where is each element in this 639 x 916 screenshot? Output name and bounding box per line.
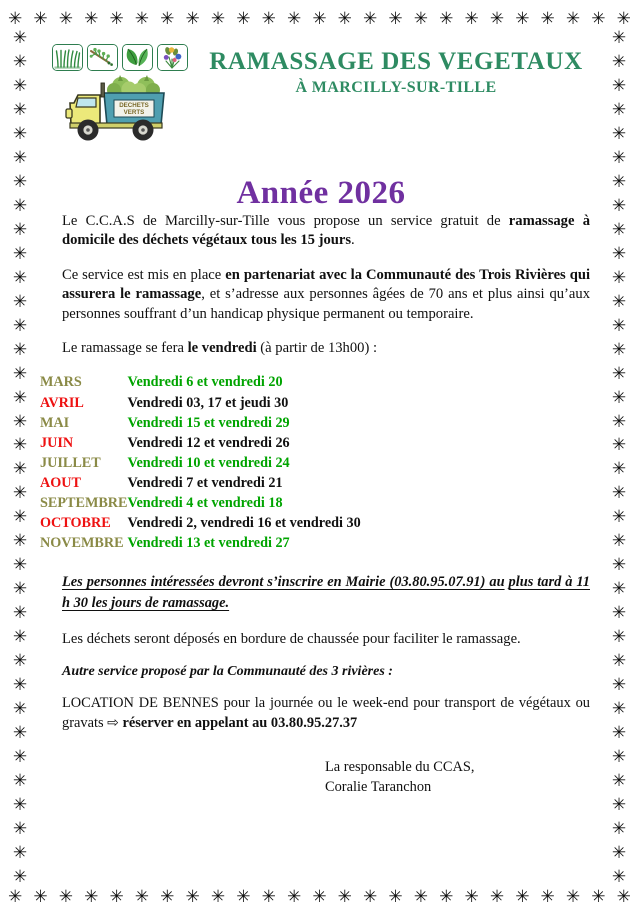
border-asterisk-icon: ✳ <box>591 886 606 907</box>
skip-rental-paragraph <box>40 694 602 733</box>
border-asterisk-icon: ✳ <box>12 411 28 432</box>
border-asterisk-icon: ✳ <box>611 699 627 720</box>
border-asterisk-icon: ✳ <box>616 886 631 907</box>
border-asterisk-icon: ✳ <box>611 483 627 504</box>
schedule-intro-plain-2: (à partir de 13h00) : <box>256 340 378 357</box>
border-asterisk-icon: ✳ <box>611 315 627 336</box>
schedule-month: OCTOBRE <box>40 515 111 532</box>
border-asterisk-icon: ✳ <box>12 51 28 72</box>
border-asterisk-icon: ✳ <box>611 363 627 384</box>
border-asterisk-icon: ✳ <box>12 842 28 863</box>
border-asterisk-icon: ✳ <box>611 866 627 887</box>
partnership-paragraph <box>40 266 602 324</box>
border-asterisk-icon: ✳ <box>12 267 28 288</box>
schedule-month: JUIN <box>40 434 74 451</box>
schedule-month: SEPTEMBRE <box>40 495 128 511</box>
border-asterisk-icon: ✳ <box>611 267 627 288</box>
schedule-dates: Vendredi 4 et vendredi 18 <box>127 495 283 511</box>
border-asterisk-icon: ✳ <box>12 195 28 216</box>
border-asterisk-icon: ✳ <box>363 886 378 907</box>
border-asterisk-icon: ✳ <box>236 8 251 29</box>
border-asterisk-icon: ✳ <box>611 387 627 408</box>
schedule-dates: Vendredi 7 et vendredi 21 <box>127 474 283 491</box>
border-asterisk-icon: ✳ <box>12 747 28 768</box>
kerbside-paragraph: Les déchets seront déposés en bordure de chaussée pour faciliter le ramassage. <box>62 631 521 648</box>
schedule-dates: Vendredi 13 et vendredi 27 <box>127 535 290 552</box>
table-row <box>40 494 361 514</box>
border-asterisk-icon: ✳ <box>12 435 28 456</box>
border-asterisk-icon: ✳ <box>611 507 627 528</box>
schedule-dates: Vendredi 03, 17 et jeudi 30 <box>127 394 289 411</box>
border-asterisk-icon: ✳ <box>261 886 276 907</box>
border-asterisk-icon: ✳ <box>33 886 48 907</box>
border-asterisk-icon: ✳ <box>185 8 200 29</box>
border-asterisk-icon: ✳ <box>312 886 327 907</box>
border-asterisk-icon: ✳ <box>489 8 505 29</box>
schedule-month: JUILLET <box>40 454 101 471</box>
border-asterisk-icon: ✳ <box>109 8 124 29</box>
border-asterisk-icon: ✳ <box>12 555 28 576</box>
border-asterisk-icon: ✳ <box>12 147 28 168</box>
intro-paragraph <box>40 212 602 251</box>
registration-notice-line-2: plus tard à 11 h 30 les jours de ramassage. <box>62 574 590 612</box>
green-waste-truck-illustration <box>60 73 192 150</box>
border-asterisk-icon: ✳ <box>109 886 124 907</box>
schedule-intro-paragraph <box>40 339 602 358</box>
table-row <box>40 414 361 434</box>
border-asterisk-icon: ✳ <box>160 886 175 907</box>
border-asterisk-icon: ✳ <box>611 28 627 48</box>
year-heading: Année 2026 <box>236 175 406 211</box>
border-asterisk-icon: ✳ <box>12 771 28 792</box>
border-asterisk-icon: ✳ <box>611 51 627 72</box>
border-asterisk-icon: ✳ <box>12 531 28 552</box>
table-row <box>40 434 361 454</box>
border-asterisk-icon: ✳ <box>611 818 627 839</box>
document-content <box>40 30 602 886</box>
border-asterisk-icon: ✳ <box>413 8 428 29</box>
border-asterisk-icon: ✳ <box>12 866 28 887</box>
border-asterisk-icon: ✳ <box>540 8 555 29</box>
border-asterisk-icon: ✳ <box>611 339 627 360</box>
intro-text-end: . <box>351 232 355 249</box>
border-asterisk-icon: ✳ <box>12 603 28 624</box>
registration-notice-line-1: Les personnes intéressées devront s’inscrire en Mairie (03.80.95.07.91) au <box>62 574 505 591</box>
border-asterisk-icon: ✳ <box>12 363 28 384</box>
border-asterisk-icon: ✳ <box>210 886 226 907</box>
table-row <box>40 534 361 554</box>
border-asterisk-icon: ✳ <box>611 842 627 863</box>
other-service-heading: Autre service proposé par la Communauté des 3 rivières : <box>62 664 393 680</box>
border-asterisk-icon: ✳ <box>489 886 505 907</box>
schedule-dates: Vendredi 12 et vendredi 26 <box>127 434 290 451</box>
border-asterisk-icon: ✳ <box>58 886 73 907</box>
border-asterisk-icon: ✳ <box>12 795 28 815</box>
border-asterisk-icon: ✳ <box>12 123 28 144</box>
skip-rental-plain: LOCATION DE BENNES pour la journée ou le week-end pour transport de végétaux ou gravats <box>62 695 590 731</box>
truck-sign-line1: DECHETS <box>119 102 149 109</box>
border-asterisk-icon: ✳ <box>12 219 28 240</box>
border-asterisk-icon: ✳ <box>286 886 302 907</box>
schedule-month: AOUT <box>40 474 81 491</box>
border-asterisk-icon: ✳ <box>58 8 73 29</box>
border-asterisk-icon: ✳ <box>611 99 627 120</box>
border-asterisk-icon: ✳ <box>611 411 627 432</box>
logo-block <box>52 44 192 150</box>
schedule-dates: Vendredi 6 et vendredi 20 <box>127 374 283 391</box>
border-asterisk-icon: ✳ <box>12 315 28 336</box>
border-asterisk-icon: ✳ <box>611 723 627 744</box>
border-asterisk-icon: ✳ <box>12 171 28 192</box>
page-subtitle: À MARCILLY-SUR-TILLE <box>295 78 497 96</box>
border-asterisk-icon: ✳ <box>611 531 627 552</box>
border-asterisk-icon: ✳ <box>33 8 48 29</box>
border-asterisk-icon: ✳ <box>515 8 530 29</box>
border-asterisk-icon: ✳ <box>12 28 28 48</box>
schedule-dates: Vendredi 2, vendredi 16 et vendredi 30 <box>127 515 361 532</box>
border-asterisk-icon: ✳ <box>12 99 28 120</box>
grass-icon <box>52 44 83 71</box>
border-asterisk-icon: ✳ <box>616 8 631 29</box>
decorative-border-top <box>0 6 639 32</box>
border-asterisk-icon: ✳ <box>12 243 28 264</box>
border-asterisk-icon: ✳ <box>591 8 606 29</box>
border-asterisk-icon: ✳ <box>236 886 251 907</box>
border-asterisk-icon: ✳ <box>565 8 581 29</box>
border-asterisk-icon: ✳ <box>12 579 28 600</box>
right-arrow-icon: ⇨ <box>107 714 119 731</box>
border-asterisk-icon: ✳ <box>611 195 627 216</box>
border-asterisk-icon: ✳ <box>611 651 627 672</box>
border-asterisk-icon: ✳ <box>611 459 627 480</box>
border-asterisk-icon: ✳ <box>611 147 627 168</box>
border-asterisk-icon: ✳ <box>12 483 28 504</box>
signature-role: La responsable du CCAS, <box>325 759 475 776</box>
decorative-border-right <box>606 30 632 886</box>
border-asterisk-icon: ✳ <box>611 795 627 815</box>
border-asterisk-icon: ✳ <box>611 555 627 576</box>
truck-sign-line2: VERTS <box>123 109 145 116</box>
border-asterisk-icon: ✳ <box>439 8 454 29</box>
border-asterisk-icon: ✳ <box>12 339 28 360</box>
border-asterisk-icon: ✳ <box>611 291 627 312</box>
schedule-month: MAI <box>40 414 70 431</box>
signature-block <box>40 757 602 797</box>
border-asterisk-icon: ✳ <box>12 75 28 96</box>
title-block <box>190 48 602 97</box>
border-asterisk-icon: ✳ <box>565 886 581 907</box>
table-row <box>40 514 361 534</box>
table-row <box>40 373 361 393</box>
border-asterisk-icon: ✳ <box>611 171 627 192</box>
table-row <box>40 394 361 414</box>
border-asterisk-icon: ✳ <box>611 675 627 696</box>
border-asterisk-icon: ✳ <box>464 886 479 907</box>
border-asterisk-icon: ✳ <box>134 886 150 907</box>
registration-notice <box>40 572 602 614</box>
border-asterisk-icon: ✳ <box>363 8 378 29</box>
decorative-border-bottom <box>0 884 639 910</box>
schedule-month: NOVEMBRE <box>40 535 124 552</box>
border-asterisk-icon: ✳ <box>464 8 479 29</box>
border-asterisk-icon: ✳ <box>12 459 28 480</box>
border-asterisk-icon: ✳ <box>611 243 627 264</box>
border-asterisk-icon: ✳ <box>312 8 327 29</box>
intro-text-bold: ramassage à domicile des déchets végétaux tous les 15 jours <box>62 213 590 249</box>
border-asterisk-icon: ✳ <box>611 435 627 456</box>
border-asterisk-icon: ✳ <box>12 627 28 648</box>
schedule-intro-plain-1: Le ramassage se fera <box>62 340 188 357</box>
waste-type-icons <box>52 44 192 71</box>
border-asterisk-icon: ✳ <box>160 8 175 29</box>
signature-name: Coralie Taranchon <box>325 779 432 796</box>
border-asterisk-icon: ✳ <box>84 8 99 29</box>
border-asterisk-icon: ✳ <box>611 603 627 624</box>
border-asterisk-icon: ✳ <box>12 818 28 839</box>
border-asterisk-icon: ✳ <box>611 75 627 96</box>
border-asterisk-icon: ✳ <box>261 8 276 29</box>
schedule-month: MARS <box>40 374 82 391</box>
border-asterisk-icon: ✳ <box>388 8 403 29</box>
border-asterisk-icon: ✳ <box>337 8 352 29</box>
border-asterisk-icon: ✳ <box>515 886 530 907</box>
page-title: RAMASSAGE DES VEGETAUX <box>209 48 583 75</box>
border-asterisk-icon: ✳ <box>413 886 428 907</box>
decorative-border-left <box>7 30 33 886</box>
border-asterisk-icon: ✳ <box>611 627 627 648</box>
border-asterisk-icon: ✳ <box>210 8 226 29</box>
border-asterisk-icon: ✳ <box>12 507 28 528</box>
schedule-month: AVRIL <box>40 394 84 411</box>
border-asterisk-icon: ✳ <box>611 219 627 240</box>
border-asterisk-icon: ✳ <box>611 123 627 144</box>
border-asterisk-icon: ✳ <box>12 291 28 312</box>
branch-icon <box>87 44 118 71</box>
intro-text-plain: Le C.C.A.S de Marcilly-sur-Tille vous propose un service gratuit de <box>62 213 509 229</box>
table-row <box>40 474 361 494</box>
partnership-plain-2: , et s’adresse aux personnes âgées de 70 ans et plus ainsi qu’aux personnes souffrant d’un handicap physique permanent ou temporaire. <box>62 286 590 322</box>
schedule-intro-bold: le vendredi <box>187 340 257 357</box>
border-asterisk-icon: ✳ <box>185 886 200 907</box>
border-asterisk-icon: ✳ <box>8 8 23 29</box>
flowers-icon <box>157 44 188 71</box>
border-asterisk-icon: ✳ <box>12 651 28 672</box>
border-asterisk-icon: ✳ <box>134 8 150 29</box>
border-asterisk-icon: ✳ <box>286 8 302 29</box>
border-asterisk-icon: ✳ <box>12 387 28 408</box>
border-asterisk-icon: ✳ <box>8 886 23 907</box>
border-asterisk-icon: ✳ <box>540 886 555 907</box>
partnership-plain-1: Ce service est mis en place <box>62 266 226 283</box>
schedule-dates: Vendredi 15 et vendredi 29 <box>127 414 290 431</box>
leaves-icon <box>122 44 153 71</box>
skip-rental-bold: réserver en appelant au 03.80.95.27.37 <box>118 714 358 731</box>
schedule-dates: Vendredi 10 et vendredi 24 <box>127 454 290 471</box>
border-asterisk-icon: ✳ <box>12 675 28 696</box>
border-asterisk-icon: ✳ <box>611 579 627 600</box>
border-asterisk-icon: ✳ <box>388 886 403 907</box>
collection-schedule-table <box>40 373 361 554</box>
border-asterisk-icon: ✳ <box>337 886 352 907</box>
border-asterisk-icon: ✳ <box>611 747 627 768</box>
border-asterisk-icon: ✳ <box>439 886 454 907</box>
border-asterisk-icon: ✳ <box>611 771 627 792</box>
table-row <box>40 454 361 474</box>
partnership-bold: en partenariat avec la Communauté des Trois Rivières qui assurera le ramassage <box>62 266 590 303</box>
border-asterisk-icon: ✳ <box>12 699 28 720</box>
document-header <box>40 30 602 155</box>
border-asterisk-icon: ✳ <box>12 723 28 744</box>
border-asterisk-icon: ✳ <box>84 886 99 907</box>
